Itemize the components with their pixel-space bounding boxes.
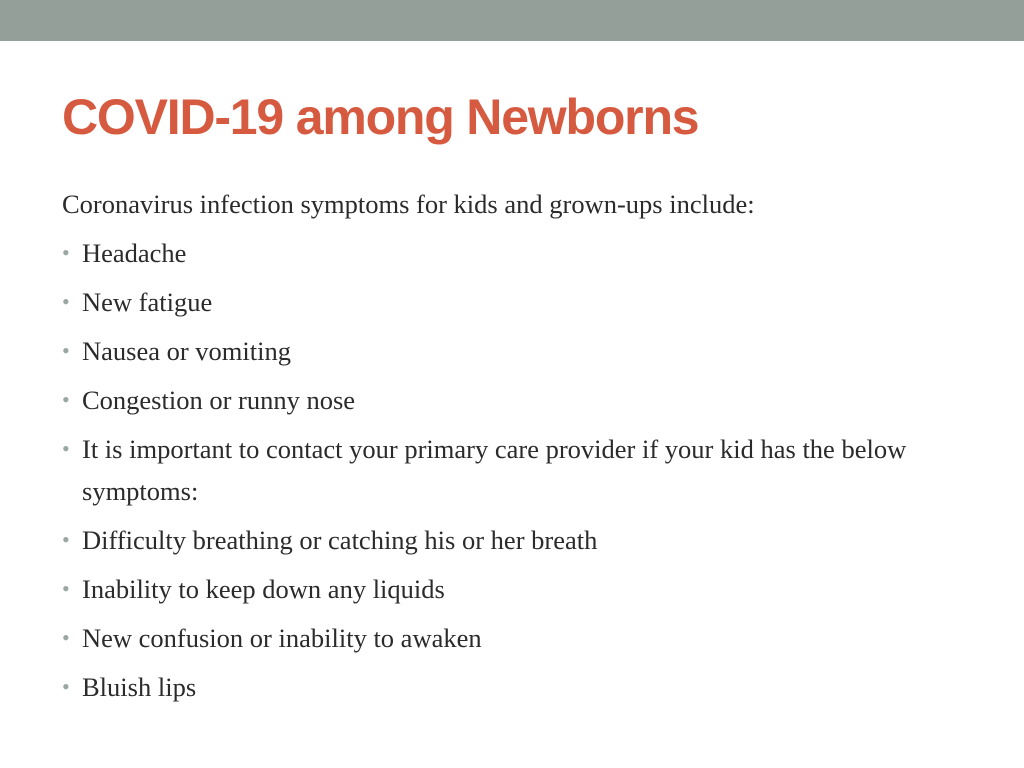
bullet-item-liquids <box>62 568 982 610</box>
bullet-text: Congestion or runny nose <box>82 385 356 415</box>
bullet-text: Bluish lips <box>82 672 197 702</box>
bullet-dot: • <box>62 576 70 601</box>
bullet-dot: • <box>62 527 70 552</box>
bullet-text: Difficulty breathing or catching his or her breath <box>82 525 598 555</box>
bullet-dot: • <box>62 625 70 650</box>
bullet-item-confusion <box>62 617 982 659</box>
bullet-text: Nausea or vomiting <box>82 336 292 366</box>
bullet-text: Headache <box>82 238 187 268</box>
bullet-dot: • <box>62 240 70 265</box>
bullet-item-breathing <box>62 519 982 561</box>
bullet-dot: • <box>62 387 70 412</box>
header-band <box>0 0 1024 41</box>
slide-title: COVID-19 among Newborns <box>62 89 699 145</box>
bullet-item-fatigue <box>62 281 982 323</box>
bullet-dot: • <box>62 674 70 699</box>
bullet-item-contact-provider <box>62 428 982 512</box>
bullet-dot: • <box>62 338 70 363</box>
bullet-item-congestion <box>62 379 982 421</box>
bullet-text: New confusion or inability to awaken <box>82 623 482 653</box>
bullet-list <box>62 232 982 708</box>
bullet-text: Inability to keep down any liquids <box>82 574 445 604</box>
bullet-text: New fatigue <box>82 287 213 317</box>
bullet-dot: • <box>62 289 70 314</box>
bullet-dot: • <box>62 436 70 461</box>
bullet-text: It is important to contact your primary care provider if your kid has the below symptoms: <box>82 434 907 506</box>
intro-text: Coronavirus infection symptoms for kids and grown-ups include: <box>62 189 755 219</box>
bullet-item-headache <box>62 232 982 274</box>
bullet-item-nausea <box>62 330 982 372</box>
slide-body <box>62 183 982 715</box>
bullet-item-bluish-lips <box>62 666 982 708</box>
